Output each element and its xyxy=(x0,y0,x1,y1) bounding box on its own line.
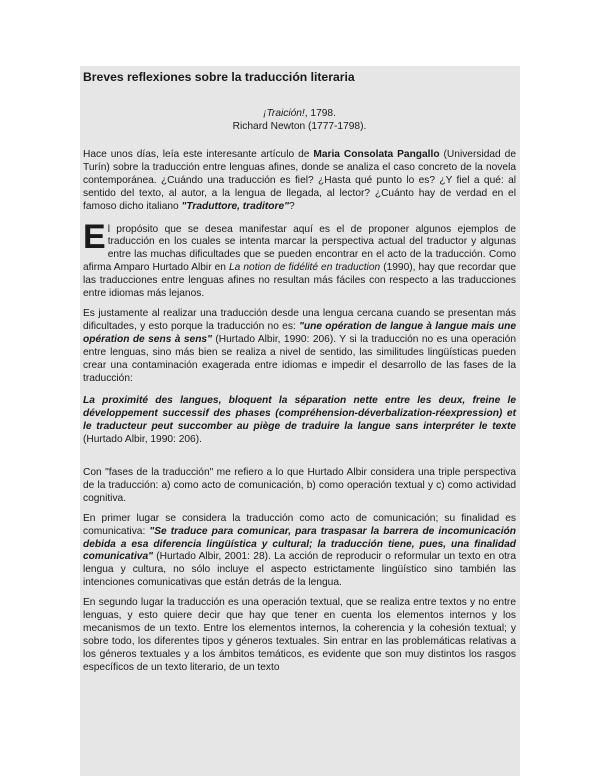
epigraph-work: ¡Traición! xyxy=(263,108,305,119)
p1-author-name: Maria Consolata Pangallo xyxy=(313,149,440,160)
epigraph-year: , 1798. xyxy=(304,108,336,119)
paragraph-6: En segundo lugar la traducción es una operación textual, que se realiza entre textos y no entre lenguas, y esto quiere decir que hay que tener en cuenta los elementos internos y los mecanismos de un texto. Entre los elementos internos, la coherencia y la cohesión textual; y sobre todo, los diferentes tipos y géneros textuales. Sin entrar en las problemáticas relativas a los géneros textuales y a los ámbitos temáticos, es evidente que son muy distintos los rasgos específicos de un texto literario, de un texto xyxy=(83,597,516,673)
p1-text-a: Hace unos días, leía este interesante artículo de xyxy=(83,149,314,160)
epigraph-author: Richard Newton (1777-1798). xyxy=(232,121,367,132)
paragraph-4: Con "fases de la traducción" me refiero a lo que Hurtado Albir considera una triple perspectiva de la traducción: a) como acto de comunicación, b) como operación textual y c) como actividad cognitiva. xyxy=(83,467,516,504)
p3-quote: "une opération de langue à langue mais une opération de sens à sens" xyxy=(83,320,516,345)
p2-text-a: l propósito que se desea manifestar aquí es el de proponer algunos ejemplos de traducción en los cuales se intenta marcar la perspectiva actual del traductor y algunas entre las muchas dificultades que se pueden encontrar en el acto de la traducción. Como afirma Amparo Hurtado Albir en xyxy=(83,223,516,274)
article-body xyxy=(83,70,516,682)
paragraph-5 xyxy=(83,513,516,590)
paragraph-1 xyxy=(83,149,516,214)
paragraph-3 xyxy=(83,308,516,385)
p1-saying: "Traduttore, traditore" xyxy=(181,200,289,212)
paragraph-2 xyxy=(83,217,516,301)
p5-text-c: (Hurtado Albir, 2001: 28). La acción de reproducir o reformular un texto en otra lengua y cultura, no sólo incluye el aspecto estrictamente lingüístico sino también las intenciones comunicativas que están detrás de la lengua. xyxy=(83,551,516,589)
p1-text-e: ? xyxy=(288,200,295,212)
p5-quote: "Se traduce para comunicar, para traspasar la barrera de incomunicación debida a esa diferencia lingüística y cultural; la traducción tiene, pues, una finalidad comunicativa" xyxy=(83,525,516,563)
quote-citation: (Hurtado Albir, 1990: 206). xyxy=(83,434,202,446)
drop-cap: E xyxy=(83,217,106,256)
epigraph-work-line xyxy=(83,107,516,120)
epigraph xyxy=(83,107,516,133)
p1-text-c: (Universidad de Turín) sobre la traducción entre lenguas afines, donde se analiza el caso concreto de la novela contemporánea. ¿Cuándo una traducción es fiel? ¿Hasta qué punto lo es? ¿Y fiel a qué: al sentido del texto, al autor, a la lengua de llegada, al lector? ¿Cuánto hay de verdad en el famoso dicho italiano xyxy=(83,149,516,212)
article-title: Breves reflexiones sobre la traducción literaria xyxy=(83,70,355,84)
quote-text: La proximité des langues, bloquent la séparation nette entre les deux, freine le développement successif des phases (compréhension-déverbalization-réexpression) et le traducteur peut succomber au piège de traduire la langue sans interpréter le texte xyxy=(83,395,516,433)
p5-text-a: En primer lugar se considera la traducción como acto de comunicación; su finalidad es comunicativa: xyxy=(83,512,516,537)
p3-text-a: Es justamente al realizar una traducción desde una lengua cercana cuando se presentan más dificultades, y esto porque la traducción no es: xyxy=(83,307,516,332)
p2-text-c: (1990), hay que recordar que las traducciones entre lenguas afines no resultan más fáciles con respecto a las traducciones entre idiomas más lejanos. xyxy=(83,262,516,300)
p2-cited-work: La notion de fidélité en traduction xyxy=(229,262,381,274)
p3-text-c: (Hurtado Albir, 1990: 206). Y si la traducción no es una operación entre lenguas, sino más bien se realiza a nivel de sentido, las similitudes lingüísticas pueden crear una contaminación exagerada entre idiomas e impedir el desarrollo de las fases de la traducción: xyxy=(83,333,516,384)
block-quote xyxy=(83,395,516,447)
